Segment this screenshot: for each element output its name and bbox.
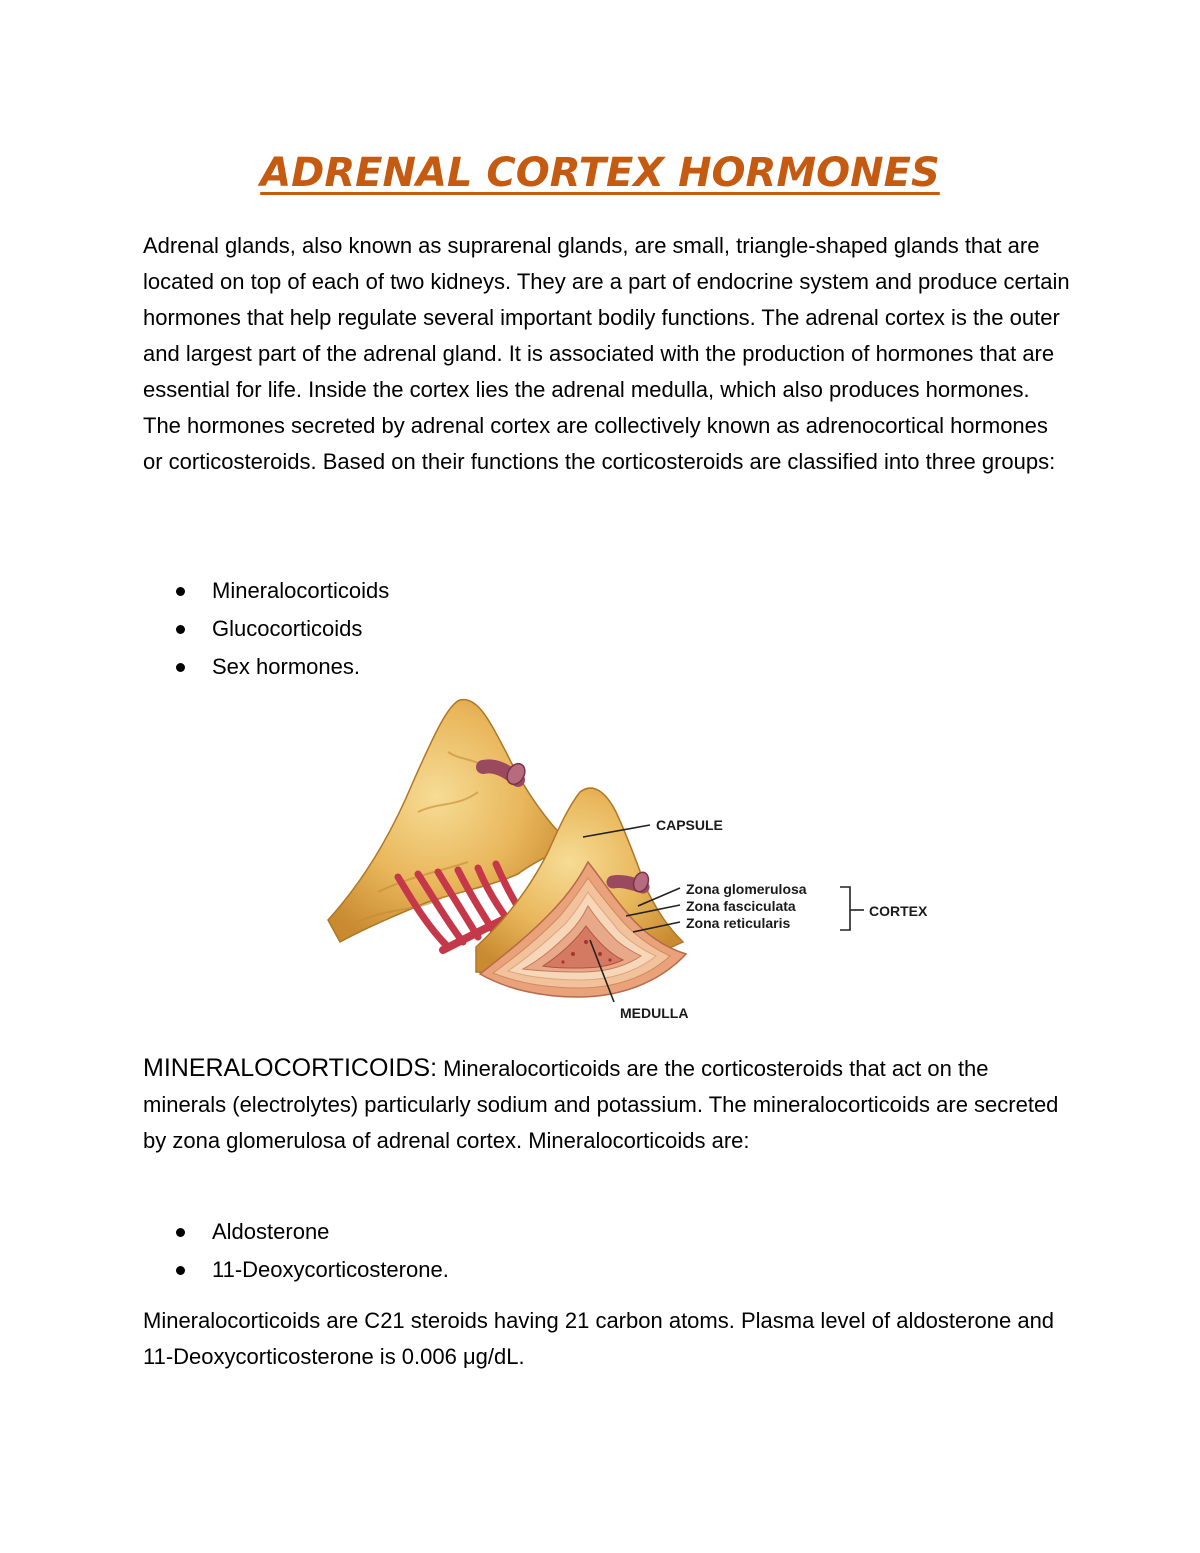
page-title: ADRENAL CORTEX HORMONES xyxy=(260,150,940,196)
list-item: Sex hormones. xyxy=(143,648,1043,686)
label-zona-reticularis: Zona reticularis xyxy=(686,915,791,931)
list-item: Mineralocorticoids xyxy=(143,572,1043,610)
intro-paragraph: Adrenal glands, also known as suprarenal glands, are small, triangle-shaped glands that are located on top of each of two kidneys. They are a part of endocrine system and produce certain hormones that help regulate several important bodily functions. The adrenal cortex is the outer and largest part of the adrenal gland. It is associated with the production of hormones that are essential for life. Inside the cortex lies the adrenal medulla, which also produces hormones. The hormones secreted by adrenal cortex are collectively known as adrenocortical hormones or corticosteroids. Based on their functions the corticosteroids are classified into three groups: xyxy=(143,233,1070,474)
bullet-icon xyxy=(176,1266,185,1275)
label-zona-fasciculata: Zona fasciculata xyxy=(686,898,796,914)
adrenal-gland-diagram xyxy=(318,692,948,1027)
label-medulla: MEDULLA xyxy=(620,1005,689,1021)
label-cortex: CORTEX xyxy=(869,903,928,919)
mineralocorticoids-list xyxy=(143,1213,1043,1289)
label-zona-glomerulosa: Zona glomerulosa xyxy=(686,881,807,897)
bullet-icon xyxy=(176,1228,185,1237)
section-heading: MINERALOCORTICOIDS: xyxy=(143,1054,438,1082)
mineralocorticoids-section xyxy=(143,1050,1073,1159)
bullet-icon xyxy=(176,587,185,596)
bullet-icon xyxy=(176,625,185,634)
section-text: Mineralocorticoids are the corticosteroids that act on the minerals (electrolytes) particularly sodium and potassium. The mineralocorticoids are secreted by zona glomerulosa of adrenal cortex. Mineralocorticoids are: xyxy=(143,1056,1059,1153)
list-item: Glucocorticoids xyxy=(143,610,1043,648)
closing-paragraph: Mineralocorticoids are C21 steroids having 21 carbon atoms. Plasma level of aldosterone and 11-Deoxycorticosterone is 0.006 μg/dL. xyxy=(143,1308,1055,1369)
label-capsule: CAPSULE xyxy=(656,817,723,833)
list-item: 11-Deoxycorticosterone. xyxy=(143,1251,1043,1289)
bullet-icon xyxy=(176,663,185,672)
list-item: Aldosterone xyxy=(143,1213,1043,1251)
corticosteroid-groups-list xyxy=(143,572,1043,686)
